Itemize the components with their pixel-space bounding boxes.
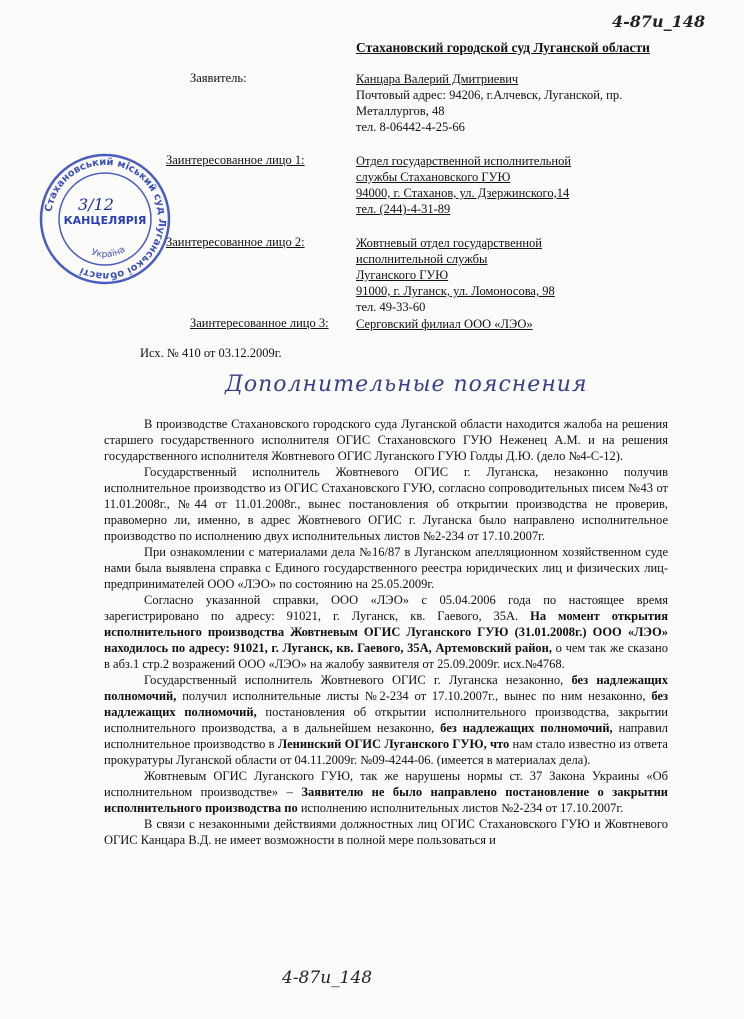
bold-run: без надлежащих полномочий, — [440, 721, 613, 735]
office-stamp — [38, 152, 172, 286]
interested2-line: исполнительной службы — [356, 252, 488, 266]
bold-run: Заявителю не было направлено постановление о закрытии исполнительного производства по — [104, 785, 668, 815]
interested2-line: тел. 49-33-60 — [356, 300, 426, 314]
text-run: Согласно указанной справки, ООО «ЛЭО» с 05.04.2006 года по настоящее время зарегистрировано по адресу: 91021, г. Луганск, кв. Гаевого, 35А. — [104, 593, 668, 623]
applicant-label: Заявитель: — [190, 71, 247, 85]
interested3-label: Заинтересованное лицо 3: — [190, 316, 329, 330]
paragraph — [104, 768, 668, 816]
text-run: Жовтневым ОГИС Луганского ГУЮ, так же нарушены нормы ст. 37 Закона Украины «Об исполнительном производстве» – — [104, 769, 668, 799]
text-run: нам стало известно из ответа прокуратуры Луганской области от 04.11.2009г. №09-4244-06. (имеется в материалах дела). — [104, 737, 668, 767]
applicant-line: Почтовый адрес: 94206, г.Алчевск, Луганской, пр. — [356, 88, 623, 102]
text-run: постановления об открытии исполнительного производства, закрытии исполнительного производства, а в дальнейшем незаконно, — [104, 705, 669, 735]
applicant-line: Металлургов, 48 — [356, 104, 445, 118]
text-run: получил исполнительные листы №2-234 от 17.10.2007г., вынес по ним незаконно, — [176, 689, 652, 703]
applicant-block — [356, 71, 622, 135]
paragraph: При ознакомлении с материалами дела №16/87 в Луганском апелляционном хозяйственном суде нами была выявлена справка с Единого государственного реестра юридических лиц и физических лиц-предпринимателей ООО «ЛЭО» по состоянию на 25.05.2009г. — [104, 545, 668, 591]
paragraph — [104, 592, 668, 672]
text-run: исполнению исполнительных листов №2-234 от 17.10.2007г. — [297, 801, 624, 815]
paragraph: В производстве Стахановского городского суда Луганской области находится жалоба на решения старшего государственного исполнителя ОГИС Стахановского ГУЮ Неженец А.М. и на решения государственного исполнителя Жовтневого ОГИС Луганского ГУЮ Голды Д.Ю. (дело №4-С-12). — [104, 417, 668, 463]
paragraph — [104, 672, 668, 768]
text-run: Государственный исполнитель Жовтневого ОГИС г. Луганска незаконно, — [144, 673, 572, 687]
stamp-center-text: КАНЦЕЛЯРІЯ — [63, 214, 147, 227]
interested2-line: Луганского ГУЮ — [356, 268, 449, 282]
interested2-line: 91000, г. Луганск, ул. Ломоносова, 98 — [356, 284, 555, 298]
interested1-label: Заинтересованное лицо 1: — [166, 153, 305, 167]
stamp-handwritten-number: 3/12 — [78, 195, 114, 214]
interested1-line: 94000, г. Стаханов, ул. Дзержинского,14 — [356, 186, 570, 200]
text-run: направил исполнительное производство в — [104, 721, 668, 751]
applicant-name: Канцара Валерий Дмитриевич — [356, 72, 519, 86]
interested2-block — [356, 235, 555, 315]
interested2-label: Заинтересованное лицо 2: — [166, 235, 305, 249]
document-body — [104, 416, 668, 848]
bold-run: без надлежащих полномочий, — [104, 689, 668, 719]
interested1-line: службы Стахановского ГУЮ — [356, 170, 511, 184]
bold-run: На момент открытия исполнительного производства Жовтневым ОГИС Луганского ГУЮ (31.01.2008г.) ООО «ЛЭО» находилось по адресу: 91021, г. Луганск, кв. Гаевого, 35А, Артемовский район, — [104, 609, 669, 655]
stamp-inner-text: Україна — [90, 244, 128, 261]
paragraph: Государственный исполнитель Жовтневого ОГИС г. Луганска, незаконно получив исполнительное производство из ОГИС Стахановского ГУЮ, согласно сопроводительных писем №43 от 11.01.2008г., №44 от 11.01.2008г., вынес постановления об открытии производства не проверив, правомерно ли, именно, в адрес Жовтневого ОГИС г. Луганска было направлено исполнительное производство по исполнению двух исполнительных листов №2-234 от 17.10.2007г. — [104, 465, 668, 543]
applicant-line: тел. 8-06442-4-25-66 — [356, 120, 465, 134]
text-run: о чем так же сказано в абз.1 стр.2 возражений ООО «ЛЭО» на жалобу заявителя от 25.09.2009г. исх.№4768. — [104, 641, 668, 671]
interested3-value: Серговский филиал ООО «ЛЭО» — [356, 317, 533, 331]
bold-run: без надлежащих полномочий, — [104, 673, 669, 703]
stamp-ring-text: Стахановський міський суд Луганської області — [43, 156, 168, 282]
court-name: Стахановский городской суд Луганской области — [356, 40, 650, 55]
bold-run: Ленинский ОГИС Луганского ГУЮ, что — [277, 737, 510, 751]
interested2-line: Жовтневый отдел государственной — [356, 236, 542, 250]
paragraph: В связи с незаконными действиями должностных лиц ОГИС Стахановского ГУЮ и Жовтневого ОГИС Канцара В.Д. не имеет возможности в полной мере пользоваться и — [104, 817, 668, 847]
interested1-block — [356, 153, 571, 217]
interested1-line: Отдел государственной исполнительной — [356, 154, 572, 168]
handwritten-title: Дополнительные пояснения — [225, 372, 588, 397]
case-number-bottom: 4-87и_148 — [282, 968, 373, 988]
outgoing-reference: Исх. № 410 от 03.12.2009г. — [140, 346, 282, 360]
interested1-line: тел. (244)-4-31-89 — [356, 202, 451, 216]
case-number-top: 4-87и_148 — [612, 12, 706, 31]
